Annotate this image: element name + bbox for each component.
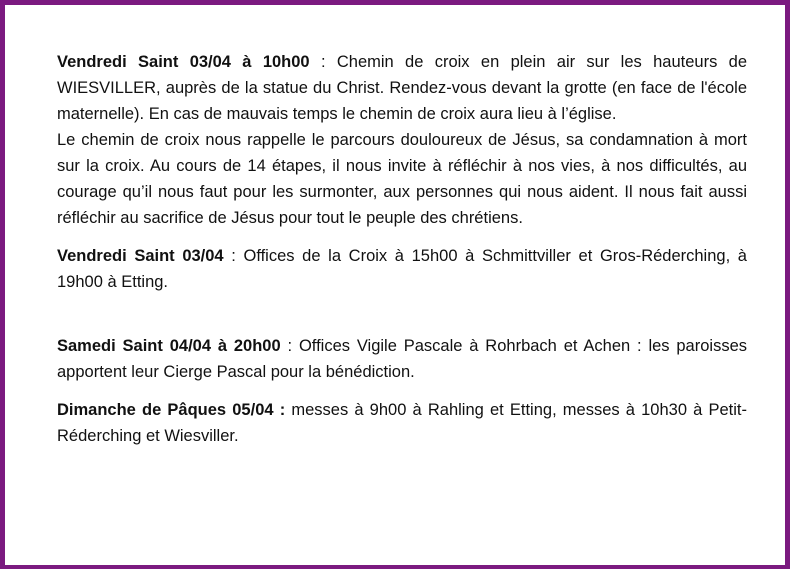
spacer — [57, 231, 747, 243]
event-details: : Offices Vigile Pascale à Rohrbach et Achen : les paroisses apportent leur Cierge Pascal pour la bénédiction. — [57, 337, 748, 381]
paragraph-good-friday-offices — [57, 243, 747, 295]
event-heading: Dimanche de Pâques 05/04 : — [57, 401, 286, 419]
explanation-text: Le chemin de croix nous rappelle le parcours douloureux de Jésus, sa condamnation à mort sur la croix. Au cours de 14 étapes, il nous invite à réfléchir à nos vies, à nos difficultés, au courage qu’il nous faut pour les surmonter, aux personnes qui nous aident. Il nous fait aussi réfléchir au sacrifice de Jésus pour tout le peuple des chrétiens. — [57, 131, 747, 227]
spacer — [57, 295, 747, 333]
paragraph-way-of-cross-explanation — [57, 127, 747, 231]
event-details: : Chemin de croix en plein air sur les hauteurs de WIESVILLER, auprès de la statue du Christ. Rendez-vous devant la grotte (en face de l'école maternelle). En cas de mauvais temps le chemin de croix aura lieu à l’église. — [57, 53, 747, 123]
bulletin-content — [57, 49, 747, 449]
event-details: messes à 9h00 à Rahling et Etting, messes à 10h30 à Petit-Réderching et Wiesviller. — [57, 401, 747, 445]
spacer — [57, 385, 747, 397]
event-details: : Offices de la Croix à 15h00 à Schmittviller et Gros-Réderching, à 19h00 à Etting. — [57, 247, 747, 291]
paragraph-holy-saturday — [57, 333, 747, 385]
event-heading: Vendredi Saint 03/04 à 10h00 — [57, 53, 310, 71]
paragraph-easter-sunday — [57, 397, 747, 449]
event-heading: Vendredi Saint 03/04 — [57, 247, 224, 265]
paragraph-good-friday-way-of-cross — [57, 49, 747, 127]
event-heading: Samedi Saint 04/04 à 20h00 — [57, 337, 281, 355]
